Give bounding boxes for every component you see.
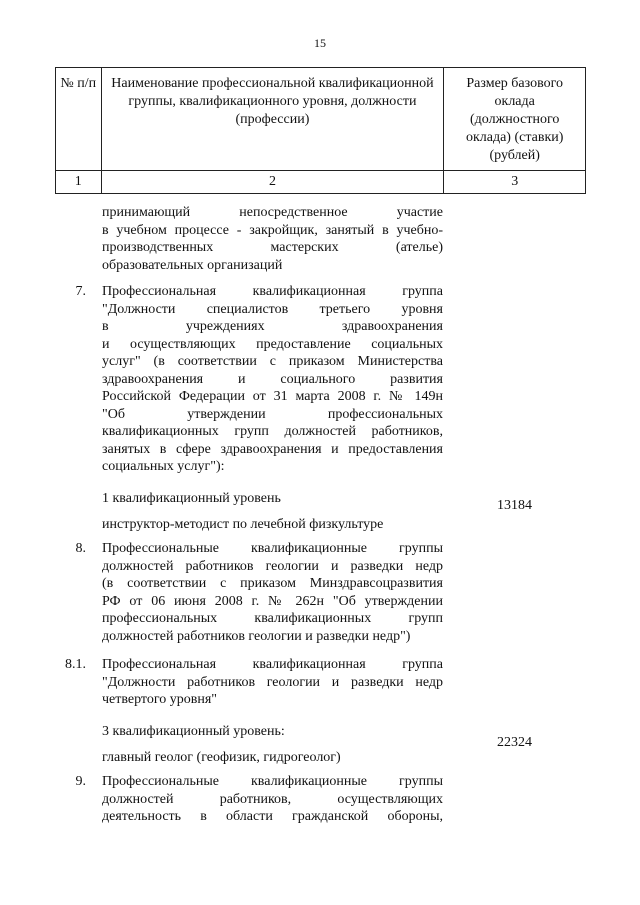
position-title: инструктор-методист по лечебной физкультуре (102, 517, 384, 532)
text-line: и осуществляющих предоставление социальных (102, 336, 443, 352)
table-header (55, 67, 586, 194)
row-number: 8. (75, 541, 86, 556)
qualification-level: 1 квалификационный уровень (102, 490, 281, 506)
header-col-salary: Размер базового оклада (должностного оклада) (ставки) (рублей) (444, 68, 586, 171)
text-line: услуг" (в соответствии с приказом Министерства (102, 354, 443, 369)
text-line: занятых в сфере здравоохранения и предоставления (102, 441, 443, 457)
header-num-3: 3 (444, 171, 586, 194)
row-text (102, 540, 443, 645)
text-line: "Должности специалистов третьего уровня (102, 301, 443, 317)
position-title: главный геолог (геофизик, гидрогеолог) (102, 750, 341, 765)
text-line: должностей работников геологии и разведки недр (102, 558, 443, 574)
text-line: социальных услуг"): (102, 459, 225, 474)
qualification-level: 3 квалификационный уровень: (102, 723, 285, 739)
text-line: в учреждениях здравоохранения (102, 319, 443, 334)
text-line: Профессиональные квалификационные группы (102, 541, 443, 556)
text-line: Профессиональная квалификационная группа (102, 657, 443, 672)
text-line: "Должности работников геологии и разведки недр (102, 674, 443, 690)
text-line: образовательных организаций (102, 257, 283, 273)
salary-value: 13184 (497, 498, 532, 513)
text-line: принимающий непосредственное участие (102, 205, 443, 220)
text-line: профессиональных квалификационных групп (102, 611, 443, 626)
text-line: Российской Федерации от 31 марта 2008 г. № 149н (102, 389, 443, 404)
header-num-2: 2 (101, 171, 444, 194)
text-line: производственных мастерских (ателье) (102, 240, 443, 255)
text-line: деятельность в области гражданской обороны, (102, 809, 443, 824)
text-line: РФ от 06 июня 2008 г. № 262н "Об утверждении (102, 593, 443, 609)
row-text (102, 283, 443, 534)
row-number: 9. (75, 774, 86, 789)
page-number: 15 (314, 36, 326, 50)
text-line: квалификационных групп должностей работников, (102, 424, 443, 439)
row-text (102, 204, 443, 274)
text-line: в учебном процессе - закройщик, занятый в учебно- (102, 222, 443, 238)
text-line: должностей работников, осуществляющих (102, 791, 443, 807)
header-col-number: № п/п (56, 68, 102, 171)
header-col-name: Наименование профессиональной квалификационной группы, квалификационного уровня, должности (профессии) (101, 68, 444, 171)
text-line: "Об утверждении профессиональных (102, 406, 443, 422)
header-num-1: 1 (56, 171, 102, 194)
text-line: (в соответствии с приказом Минздравсоцразвития (102, 576, 443, 591)
salary-value: 22324 (497, 735, 532, 750)
text-line: Профессиональные квалификационные группы (102, 774, 443, 789)
text-line: здравоохранения и социального развития (102, 371, 443, 387)
row-number: 7. (75, 284, 86, 299)
row-text (102, 773, 443, 826)
row-text (102, 656, 443, 767)
text-line: должностей работников геологии и разведки недр") (102, 628, 411, 644)
text-line: Профессиональная квалификационная группа (102, 284, 443, 299)
text-line: четвертого уровня" (102, 692, 218, 707)
row-number: 8.1. (65, 657, 86, 672)
